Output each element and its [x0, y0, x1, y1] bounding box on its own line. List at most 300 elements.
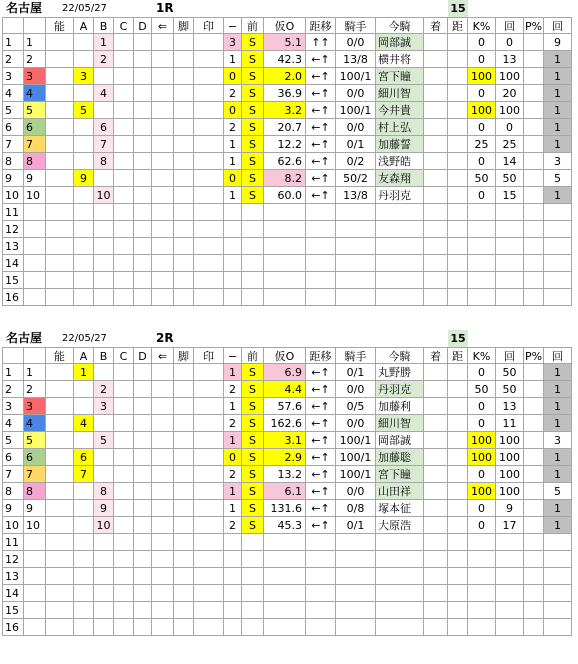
- cell-arrow: [152, 619, 174, 636]
- cell-dash: [224, 619, 242, 636]
- cell-kai1: 25: [496, 136, 524, 153]
- cell-no: [46, 534, 74, 551]
- header-kyori: 距移: [306, 347, 336, 364]
- cell-kon: 山田祥: [376, 483, 424, 500]
- cell-a: [74, 153, 94, 170]
- header-leg: 脚: [174, 347, 194, 364]
- cell-kai2: 1: [544, 500, 572, 517]
- cell-chaku: [424, 238, 448, 255]
- cell-kp: [468, 289, 496, 306]
- table-row[interactable]: [0, 432, 578, 449]
- cell-leg: [174, 102, 194, 119]
- cell-chaku: [424, 85, 448, 102]
- cell-kyori: [306, 534, 336, 551]
- header-a: A: [74, 347, 94, 364]
- cell-no: [46, 85, 74, 102]
- cell-kyori: [306, 221, 336, 238]
- cell-no: [46, 119, 74, 136]
- cell-kp: [468, 585, 496, 602]
- table-row[interactable]: [0, 272, 578, 289]
- table-row[interactable]: [0, 619, 578, 636]
- cell-jockey: 100/1: [336, 102, 376, 119]
- cell-kai2: 1: [544, 68, 572, 85]
- cell-odds: 60.0: [264, 187, 306, 204]
- cell-leg: [174, 34, 194, 51]
- cell-kon: 丹羽克: [376, 187, 424, 204]
- cell-kai1: 14: [496, 153, 524, 170]
- cell-arrow: [152, 466, 174, 483]
- cell-kp: 0: [468, 85, 496, 102]
- header-frame: [24, 17, 46, 34]
- cell-dist: [448, 221, 468, 238]
- cell-pp: [524, 34, 544, 51]
- table-row[interactable]: [0, 449, 578, 466]
- cell-frame: 9: [24, 500, 46, 517]
- table-row[interactable]: [0, 585, 578, 602]
- cell-kai2: 1: [544, 136, 572, 153]
- header-kon: 今騎: [376, 347, 424, 364]
- cell-a: [74, 204, 94, 221]
- cell-d: [134, 449, 152, 466]
- cell-frame: 5: [24, 102, 46, 119]
- cell-dash: 1: [224, 398, 242, 415]
- runner-count: 15: [448, 330, 468, 347]
- cell-kp: 0: [468, 415, 496, 432]
- table-row[interactable]: [0, 102, 578, 119]
- cell-kon: 加藤聡: [376, 449, 424, 466]
- table-row[interactable]: [0, 204, 578, 221]
- cell-kon: [376, 289, 424, 306]
- cell-frame: 8: [24, 153, 46, 170]
- cell-d: [134, 500, 152, 517]
- table-row[interactable]: [0, 398, 578, 415]
- cell-kp: 25: [468, 136, 496, 153]
- table-row[interactable]: [0, 85, 578, 102]
- race-title-row: [0, 330, 578, 347]
- cell-kai1: 20: [496, 85, 524, 102]
- cell-mark: [194, 272, 224, 289]
- cell-mark: [194, 51, 224, 68]
- cell-kon: 村上弘: [376, 119, 424, 136]
- cell-kon: [376, 602, 424, 619]
- header-num: [2, 347, 24, 364]
- table-row[interactable]: [0, 187, 578, 204]
- cell-kon: 塚本征: [376, 500, 424, 517]
- cell-leg: [174, 551, 194, 568]
- cell-no: [46, 34, 74, 51]
- table-row[interactable]: [0, 255, 578, 272]
- cell-mark: [194, 102, 224, 119]
- cell-dash: 1: [224, 153, 242, 170]
- header-jockey: 騎手: [336, 17, 376, 34]
- cell-kai1: 15: [496, 187, 524, 204]
- cell-c: [114, 551, 134, 568]
- cell-dist: [448, 500, 468, 517]
- cell-kai1: 100: [496, 483, 524, 500]
- cell-dist: [448, 568, 468, 585]
- cell-no: [46, 170, 74, 187]
- cell-arrow: [152, 364, 174, 381]
- table-row[interactable]: [0, 68, 578, 85]
- cell-arrow: [152, 272, 174, 289]
- cell-chaku: [424, 517, 448, 534]
- cell-kon: 今井貴: [376, 102, 424, 119]
- cell-kyori: ←↑: [306, 398, 336, 415]
- cell-dash: 3: [224, 34, 242, 51]
- cell-chaku: [424, 398, 448, 415]
- cell-chaku: [424, 119, 448, 136]
- cell-kp: [468, 568, 496, 585]
- header-pp: P%: [524, 347, 544, 364]
- cell-num: 6: [2, 119, 24, 136]
- cell-frame: [24, 255, 46, 272]
- cell-kp: 100: [468, 102, 496, 119]
- cell-jockey: [336, 272, 376, 289]
- cell-dash: 1: [224, 483, 242, 500]
- cell-leg: [174, 153, 194, 170]
- cell-dist: [448, 398, 468, 415]
- cell-odds: [264, 255, 306, 272]
- cell-jockey: 13/8: [336, 187, 376, 204]
- cell-pp: [524, 517, 544, 534]
- cell-mae: S: [242, 119, 264, 136]
- cell-mae: [242, 238, 264, 255]
- cell-mae: S: [242, 483, 264, 500]
- cell-dist: [448, 602, 468, 619]
- table-row[interactable]: [0, 381, 578, 398]
- table-row[interactable]: [0, 551, 578, 568]
- cell-kyori: [306, 585, 336, 602]
- cell-kp: 0: [468, 153, 496, 170]
- cell-arrow: [152, 51, 174, 68]
- cell-leg: [174, 381, 194, 398]
- cell-dash: 1: [224, 51, 242, 68]
- cell-kyori: ←↑: [306, 449, 336, 466]
- cell-arrow: [152, 483, 174, 500]
- cell-kai1: [496, 568, 524, 585]
- cell-odds: [264, 551, 306, 568]
- cell-a: [74, 272, 94, 289]
- cell-a: [74, 85, 94, 102]
- cell-jockey: 100/1: [336, 449, 376, 466]
- cell-dist: [448, 466, 468, 483]
- cell-d: [134, 568, 152, 585]
- header-kon: 今騎: [376, 17, 424, 34]
- cell-leg: [174, 398, 194, 415]
- header-pp: P%: [524, 17, 544, 34]
- cell-mark: [194, 187, 224, 204]
- cell-b: [94, 551, 114, 568]
- table-row[interactable]: [0, 136, 578, 153]
- cell-kyori: ←↑: [306, 381, 336, 398]
- cell-kp: [468, 272, 496, 289]
- cell-kai2: 1: [544, 119, 572, 136]
- cell-jockey: [336, 255, 376, 272]
- table-row[interactable]: [0, 170, 578, 187]
- cell-dist: [448, 534, 468, 551]
- cell-mae: S: [242, 136, 264, 153]
- cell-mark: [194, 551, 224, 568]
- table-row[interactable]: [0, 119, 578, 136]
- cell-chaku: [424, 381, 448, 398]
- cell-mae: [242, 272, 264, 289]
- table-row[interactable]: [0, 34, 578, 51]
- cell-mark: [194, 289, 224, 306]
- cell-chaku: [424, 551, 448, 568]
- cell-d: [134, 238, 152, 255]
- cell-kai2: 1: [544, 102, 572, 119]
- table-row[interactable]: [0, 415, 578, 432]
- table-row[interactable]: [0, 238, 578, 255]
- cell-no: [46, 381, 74, 398]
- cell-mark: [194, 34, 224, 51]
- cell-chaku: [424, 289, 448, 306]
- cell-a: [74, 585, 94, 602]
- cell-kai2: [544, 238, 572, 255]
- cell-num: 6: [2, 449, 24, 466]
- cell-arrow: [152, 34, 174, 51]
- cell-kp: 100: [468, 449, 496, 466]
- cell-odds: [264, 204, 306, 221]
- cell-d: [134, 85, 152, 102]
- cell-leg: [174, 238, 194, 255]
- cell-arrow: [152, 568, 174, 585]
- cell-mae: [242, 602, 264, 619]
- cell-mark: [194, 585, 224, 602]
- cell-mae: S: [242, 85, 264, 102]
- cell-pp: [524, 449, 544, 466]
- cell-odds: [264, 619, 306, 636]
- cell-kp: 100: [468, 68, 496, 85]
- cell-frame: 10: [24, 517, 46, 534]
- cell-b: [94, 255, 114, 272]
- cell-leg: [174, 204, 194, 221]
- cell-dist: [448, 238, 468, 255]
- header-kai1: 回: [496, 17, 524, 34]
- cell-mark: [194, 483, 224, 500]
- cell-chaku: [424, 415, 448, 432]
- cell-kon: [376, 204, 424, 221]
- cell-mae: S: [242, 34, 264, 51]
- cell-b: 10: [94, 517, 114, 534]
- cell-kp: [468, 602, 496, 619]
- cell-d: [134, 68, 152, 85]
- table-row[interactable]: [0, 221, 578, 238]
- cell-mae: S: [242, 381, 264, 398]
- cell-num: 14: [2, 585, 24, 602]
- cell-dist: [448, 119, 468, 136]
- cell-d: [134, 534, 152, 551]
- cell-odds: [264, 221, 306, 238]
- cell-pp: [524, 602, 544, 619]
- cell-frame: [24, 585, 46, 602]
- cell-a: [74, 500, 94, 517]
- cell-kon: [376, 272, 424, 289]
- cell-kai2: [544, 221, 572, 238]
- cell-dash: 2: [224, 517, 242, 534]
- cell-kai2: 9: [544, 34, 572, 51]
- cell-kai2: [544, 534, 572, 551]
- cell-mark: [194, 204, 224, 221]
- cell-chaku: [424, 204, 448, 221]
- cell-chaku: [424, 449, 448, 466]
- cell-jockey: [336, 289, 376, 306]
- cell-kai2: [544, 602, 572, 619]
- cell-kp: 0: [468, 500, 496, 517]
- cell-chaku: [424, 500, 448, 517]
- cell-jockey: [336, 602, 376, 619]
- cell-odds: 2.0: [264, 68, 306, 85]
- cell-a: 7: [74, 466, 94, 483]
- cell-num: 9: [2, 500, 24, 517]
- table-row[interactable]: [0, 153, 578, 170]
- cell-a: [74, 238, 94, 255]
- cell-dash: 2: [224, 85, 242, 102]
- table-row[interactable]: [0, 568, 578, 585]
- cell-frame: [24, 204, 46, 221]
- table-row[interactable]: [0, 602, 578, 619]
- table-row[interactable]: [0, 364, 578, 381]
- table-row[interactable]: [0, 51, 578, 68]
- cell-chaku: [424, 68, 448, 85]
- table-row[interactable]: [0, 517, 578, 534]
- cell-kai2: 3: [544, 432, 572, 449]
- cell-pp: [524, 432, 544, 449]
- cell-d: [134, 204, 152, 221]
- cell-kon: [376, 534, 424, 551]
- cell-kp: 0: [468, 398, 496, 415]
- header-no: 能: [46, 347, 74, 364]
- cell-num: 15: [2, 602, 24, 619]
- cell-pp: [524, 85, 544, 102]
- cell-arrow: [152, 255, 174, 272]
- cell-odds: 45.3: [264, 517, 306, 534]
- cell-jockey: [336, 585, 376, 602]
- cell-kon: 大原浩: [376, 517, 424, 534]
- cell-mae: [242, 551, 264, 568]
- cell-kon: [376, 238, 424, 255]
- cell-pp: [524, 415, 544, 432]
- cell-frame: 5: [24, 432, 46, 449]
- cell-odds: 57.6: [264, 398, 306, 415]
- cell-kp: 100: [468, 432, 496, 449]
- cell-pp: [524, 466, 544, 483]
- cell-kp: [468, 255, 496, 272]
- cell-num: 16: [2, 289, 24, 306]
- table-row[interactable]: [0, 289, 578, 306]
- cell-arrow: [152, 136, 174, 153]
- cell-jockey: 0/2: [336, 153, 376, 170]
- table-row[interactable]: [0, 534, 578, 551]
- cell-c: [114, 119, 134, 136]
- header-mark: 印: [194, 347, 224, 364]
- cell-kyori: [306, 551, 336, 568]
- cell-d: [134, 398, 152, 415]
- header-arrow: ⇐: [152, 347, 174, 364]
- cell-arrow: [152, 119, 174, 136]
- header-dist: 距: [448, 17, 468, 34]
- cell-dist: [448, 51, 468, 68]
- table-row[interactable]: [0, 483, 578, 500]
- cell-kai1: 100: [496, 68, 524, 85]
- cell-b: [94, 585, 114, 602]
- cell-no: [46, 289, 74, 306]
- cell-jockey: 0/0: [336, 85, 376, 102]
- cell-kyori: [306, 602, 336, 619]
- cell-c: [114, 619, 134, 636]
- table-row[interactable]: [0, 466, 578, 483]
- cell-mark: [194, 85, 224, 102]
- cell-frame: 4: [24, 85, 46, 102]
- header-kai2: 回: [544, 17, 572, 34]
- cell-b: 6: [94, 119, 114, 136]
- cell-mae: [242, 204, 264, 221]
- cell-c: [114, 449, 134, 466]
- cell-kyori: [306, 204, 336, 221]
- cell-jockey: 0/0: [336, 34, 376, 51]
- cell-no: [46, 398, 74, 415]
- cell-kai1: [496, 289, 524, 306]
- cell-mae: S: [242, 364, 264, 381]
- cell-odds: 62.6: [264, 153, 306, 170]
- cell-kon: 岡部誠: [376, 432, 424, 449]
- table-row[interactable]: [0, 500, 578, 517]
- cell-jockey: 50/2: [336, 170, 376, 187]
- cell-dash: 2: [224, 466, 242, 483]
- cell-kai2: [544, 551, 572, 568]
- cell-c: [114, 602, 134, 619]
- cell-kp: 0: [468, 51, 496, 68]
- cell-b: 2: [94, 381, 114, 398]
- cell-num: 3: [2, 398, 24, 415]
- cell-d: [134, 136, 152, 153]
- cell-dist: [448, 102, 468, 119]
- cell-dist: [448, 153, 468, 170]
- cell-c: [114, 381, 134, 398]
- cell-d: [134, 432, 152, 449]
- cell-chaku: [424, 272, 448, 289]
- cell-arrow: [152, 432, 174, 449]
- cell-mark: [194, 398, 224, 415]
- header-d: D: [134, 347, 152, 364]
- cell-kyori: [306, 272, 336, 289]
- cell-b: [94, 204, 114, 221]
- cell-dist: [448, 136, 468, 153]
- cell-frame: [24, 619, 46, 636]
- cell-b: [94, 102, 114, 119]
- cell-kai1: [496, 238, 524, 255]
- cell-mark: [194, 381, 224, 398]
- cell-kai2: [544, 289, 572, 306]
- cell-a: [74, 534, 94, 551]
- cell-num: 15: [2, 272, 24, 289]
- cell-num: 4: [2, 415, 24, 432]
- header-odds: 仮O: [264, 17, 306, 34]
- cell-dash: 1: [224, 500, 242, 517]
- cell-mark: [194, 119, 224, 136]
- cell-dist: [448, 364, 468, 381]
- cell-no: [46, 272, 74, 289]
- cell-kai1: [496, 255, 524, 272]
- cell-frame: 1: [24, 34, 46, 51]
- cell-dist: [448, 432, 468, 449]
- cell-a: [74, 602, 94, 619]
- cell-jockey: [336, 534, 376, 551]
- cell-leg: [174, 119, 194, 136]
- cell-no: [46, 136, 74, 153]
- cell-jockey: [336, 619, 376, 636]
- cell-d: [134, 602, 152, 619]
